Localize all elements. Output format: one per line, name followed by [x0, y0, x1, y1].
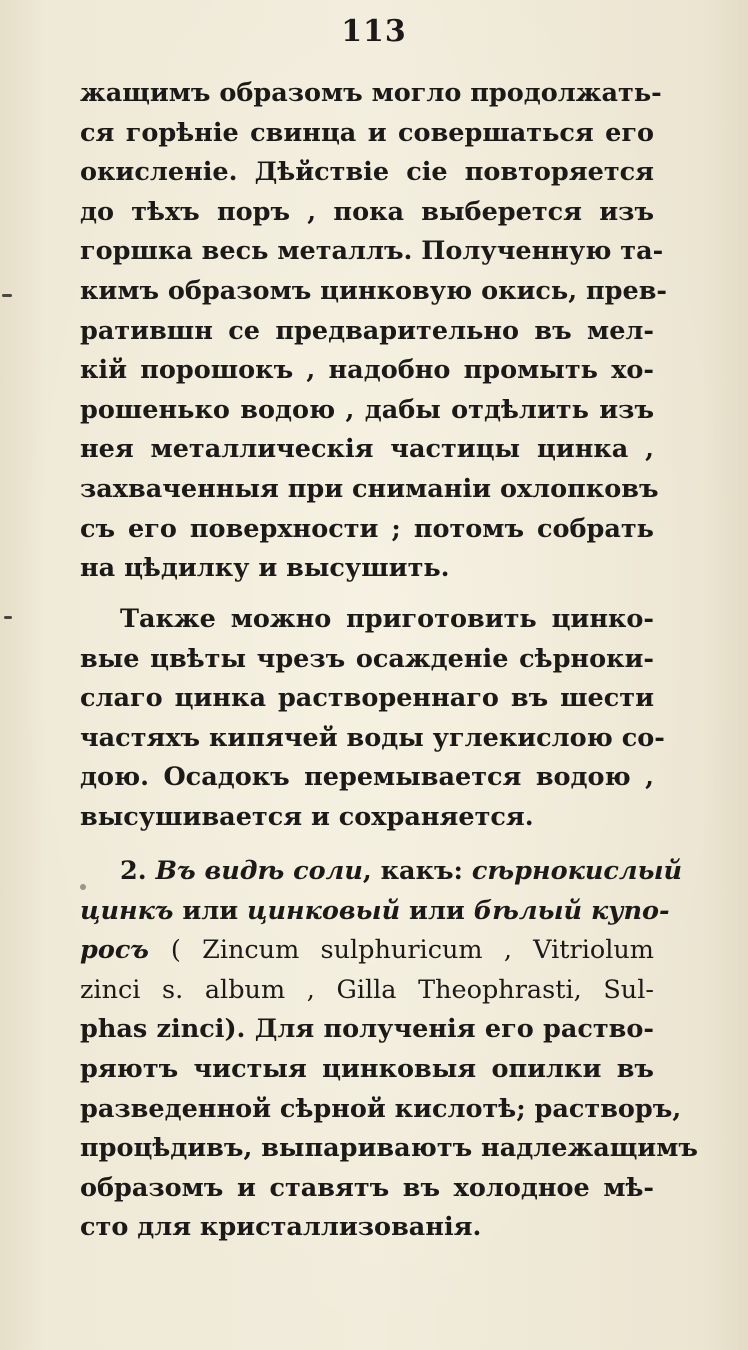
latin-text: ( Zincum sulphuricum , Vitriolum — [170, 935, 654, 966]
text-line: на цѣдилку и высушить. — [80, 553, 450, 584]
text-line: слаго цинка раствореннаго въ шести — [80, 683, 654, 714]
text-line: разведенной сѣрной кислотѣ; растворъ, — [80, 1093, 682, 1124]
text-line: вые цвѣты чрезъ осажденіе сѣрноки- — [80, 643, 654, 674]
page-number: 113 — [341, 14, 407, 49]
text-line: жащимъ образомъ могло продолжать- — [80, 78, 662, 108]
text-line: образомъ и ставятъ въ холодное мѣ- — [80, 1172, 654, 1203]
text-line: процѣдивъ, выпариваютъ надлежащимъ — [80, 1133, 698, 1164]
text-line — [80, 852, 683, 892]
italic-term: бѣлый купо- — [473, 895, 670, 926]
text-line: ратившн се предварительно въ мел- — [80, 315, 654, 346]
list-number: 2. — [120, 856, 147, 886]
text-line: горшка весь металлъ. Полученную та- — [80, 236, 664, 267]
text-line: до тѣхъ поръ , пока выберется изъ — [80, 196, 654, 227]
paragraph-zinc-sulphate — [80, 852, 698, 1248]
text-line: окисленіе. Дѣйствіе сіе повторяется — [80, 157, 654, 188]
text-line: zinci s. album , Gilla Theophrasti, Sul- — [80, 974, 654, 1005]
text-line: высушивается и сохраняется. — [80, 801, 534, 832]
text-line: кимъ образомъ цинковую окись, прев- — [80, 275, 668, 306]
margin-mark — [2, 294, 12, 297]
italic-term: Въ видѣ соли — [155, 856, 363, 886]
text-line: phas zinci). Для полученія его раство- — [80, 1014, 654, 1045]
text-line: нея металлическія частицы цинка , — [80, 434, 654, 465]
text-fragment: , какъ: — [362, 856, 463, 886]
text-line — [80, 931, 654, 971]
text-line: кій порошокъ , надобно промыть хо- — [80, 355, 654, 386]
text-line: частяхъ кипячей воды углекислою со- — [80, 722, 665, 753]
text-line: дою. Осадокъ перемывается водою , — [80, 762, 654, 793]
text-line: съ его поверхности ; потомъ собрать — [80, 513, 654, 544]
paragraph-zinc-flowers — [80, 600, 665, 838]
italic-term: цинкъ — [80, 895, 174, 926]
italic-term: цинковый — [247, 895, 401, 926]
text-line: ся горѣніе свинца и совершаться его — [80, 117, 654, 148]
text-line: захваченныя при сниманіи охлопковъ — [80, 473, 659, 504]
text-line — [80, 892, 670, 932]
italic-term: сѣрнокислый — [471, 856, 683, 886]
text-fragment: или — [409, 895, 465, 926]
text-line: ряютъ чистыя цинковыя опилки въ — [80, 1053, 654, 1084]
text-fragment: или — [182, 895, 239, 926]
italic-term: росъ — [80, 935, 149, 966]
paragraph-continuation — [80, 74, 668, 589]
text-line: Также можно приготовить цинко- — [120, 604, 654, 634]
text-line: сто для кристаллизованія. — [80, 1212, 482, 1243]
text-line: рошенько водою , дабы отдѣлить изъ — [80, 394, 654, 425]
margin-mark — [4, 616, 12, 619]
